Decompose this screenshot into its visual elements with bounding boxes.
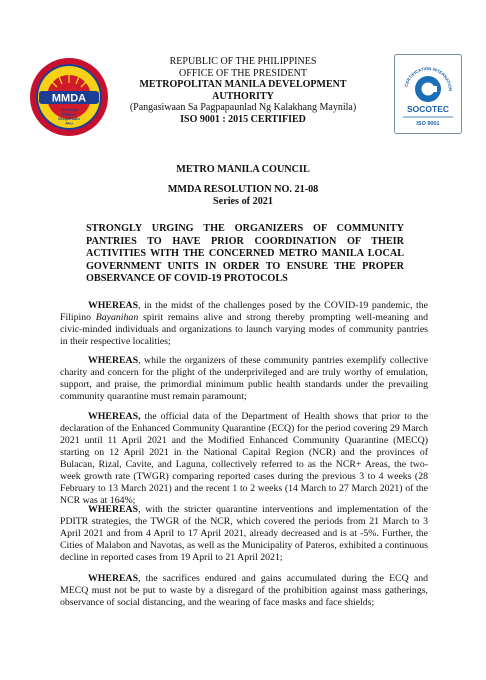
whereas-paragraph-5: WHEREAS, the sacrifices endured and gains accumulated during the ECQ and MECQ must not be put to waste by a disregard of the prohibition against mass gatherings, observance of social distancing, and the wearing of face masks and face shields; — [60, 573, 428, 608]
resolution-title: STRONGLY URGING THE ORGANIZERS OF COMMUNITY PANTRIES TO HAVE PRIOR COORDINATION OF THEIR ACTIVITIES WITH THE CONCERNED METRO MANILA LOCAL GOVERNMENT UNITS IN ORDER TO ENSURE THE PROPER OBSERVANCE OF COVID-19 PROTOCOLS — [86, 223, 404, 285]
agency-filipino-line: (Pangasiwaan Sa Pagpapaunlad Ng Kalakhang Maynila) — [129, 102, 357, 114]
letterhead — [0, 52, 486, 144]
resolution-series: Series of 2021 — [213, 196, 273, 207]
whereas-lead: WHEREAS — [88, 300, 139, 311]
council-heading: METRO MANILA COUNCIL — [176, 164, 310, 175]
whereas-lead: WHEREAS — [88, 504, 139, 515]
whereas-lead: WHEREAS, — [88, 411, 141, 422]
certification-badge — [394, 54, 462, 134]
logo-tagline-3: Disiplinado — [58, 116, 80, 121]
whereas-lead: WHEREAS — [88, 355, 139, 366]
whereas-paragraph-3: WHEREAS, the official data of the Department of Health shows that prior to the declaration of the Enhanced Community Quarantine (ECQ) for the period covering 29 March 2021 until 11 April 2021 and the Modified Enhanced Community Quarantine (MECQ) starting on 12 April 2021 in the National Capital Region (NCR) and the provinces of Bulacan, Rizal, Cavite, and Laguna, collectively referred to as the NCR+ Areas, the two-week growth rate (TWGR) comparing reported cases during the previous 3 to 4 weeks (28 February to 13 March 2021) and the recent 1 to 2 weeks (14 March to 27 March 2021) of the NCR was at 164%; — [60, 411, 428, 506]
office-line: OFFICE OF THE PRESIDENT — [179, 67, 307, 79]
whereas-lead: WHEREAS — [88, 573, 139, 584]
badge-arc-text: CERTIFICATION INTERNATION — [403, 65, 454, 92]
badge-brand: SOCOTEC — [406, 104, 450, 114]
whereas-paragraph-4: WHEREAS, with the stricter quarantine interventions and implementation of the PDITR strategies, the TWGR of the NCR, which covered the periods from 21 March to 3 April 2021 and from 4 April to 17 April 2021, already decreased and is at -5%. Further, the Cities of Malabon and Navotas, as well as the Municipality of Pateros, exhibited a continuous decline in reported cases from 19 April to 21 April 2021; — [60, 504, 428, 563]
logo-name: MMDA — [51, 92, 87, 105]
letterhead-text — [110, 56, 376, 126]
agency-line: METROPOLITAN MANILA DEVELOPMENT AUTHORITY — [139, 79, 347, 102]
logo-tagline-2: Maayos — [61, 111, 77, 117]
republic-line: REPUBLIC OF THE PHILIPPINES — [169, 56, 317, 67]
whereas-paragraph-2: WHEREAS, while the organizers of these community pantries exemplify collective charity and concern for the plight of the underprivileged and are truly worthy of emulation, support, and praise, the primordial minimum public health standards under the prevailing community quarantine must remain paramount; — [60, 355, 428, 402]
logo-tagline-1: Metrong — [61, 107, 77, 112]
logo-tagline-4: Ako — [65, 120, 73, 126]
resolution-number: MMDA RESOLUTION NO. 21-08 — [167, 184, 319, 195]
resolution-heading — [0, 184, 486, 208]
iso-line: ISO 9001 : 2015 CERTIFIED — [180, 113, 306, 125]
badge-standard: ISO 9001 — [416, 121, 440, 127]
socotec-logo — [395, 55, 461, 133]
whereas-paragraph-1: WHEREAS, in the midst of the challenges posed by the COVID-19 pandemic, the Filipino Bayanihan spirit remains alive and strong thereby prompting well-meaning and civic-minded individuals and organizations to launch varying modes of community pantries in their respective localities; — [60, 300, 428, 347]
mmda-logo — [29, 57, 109, 137]
